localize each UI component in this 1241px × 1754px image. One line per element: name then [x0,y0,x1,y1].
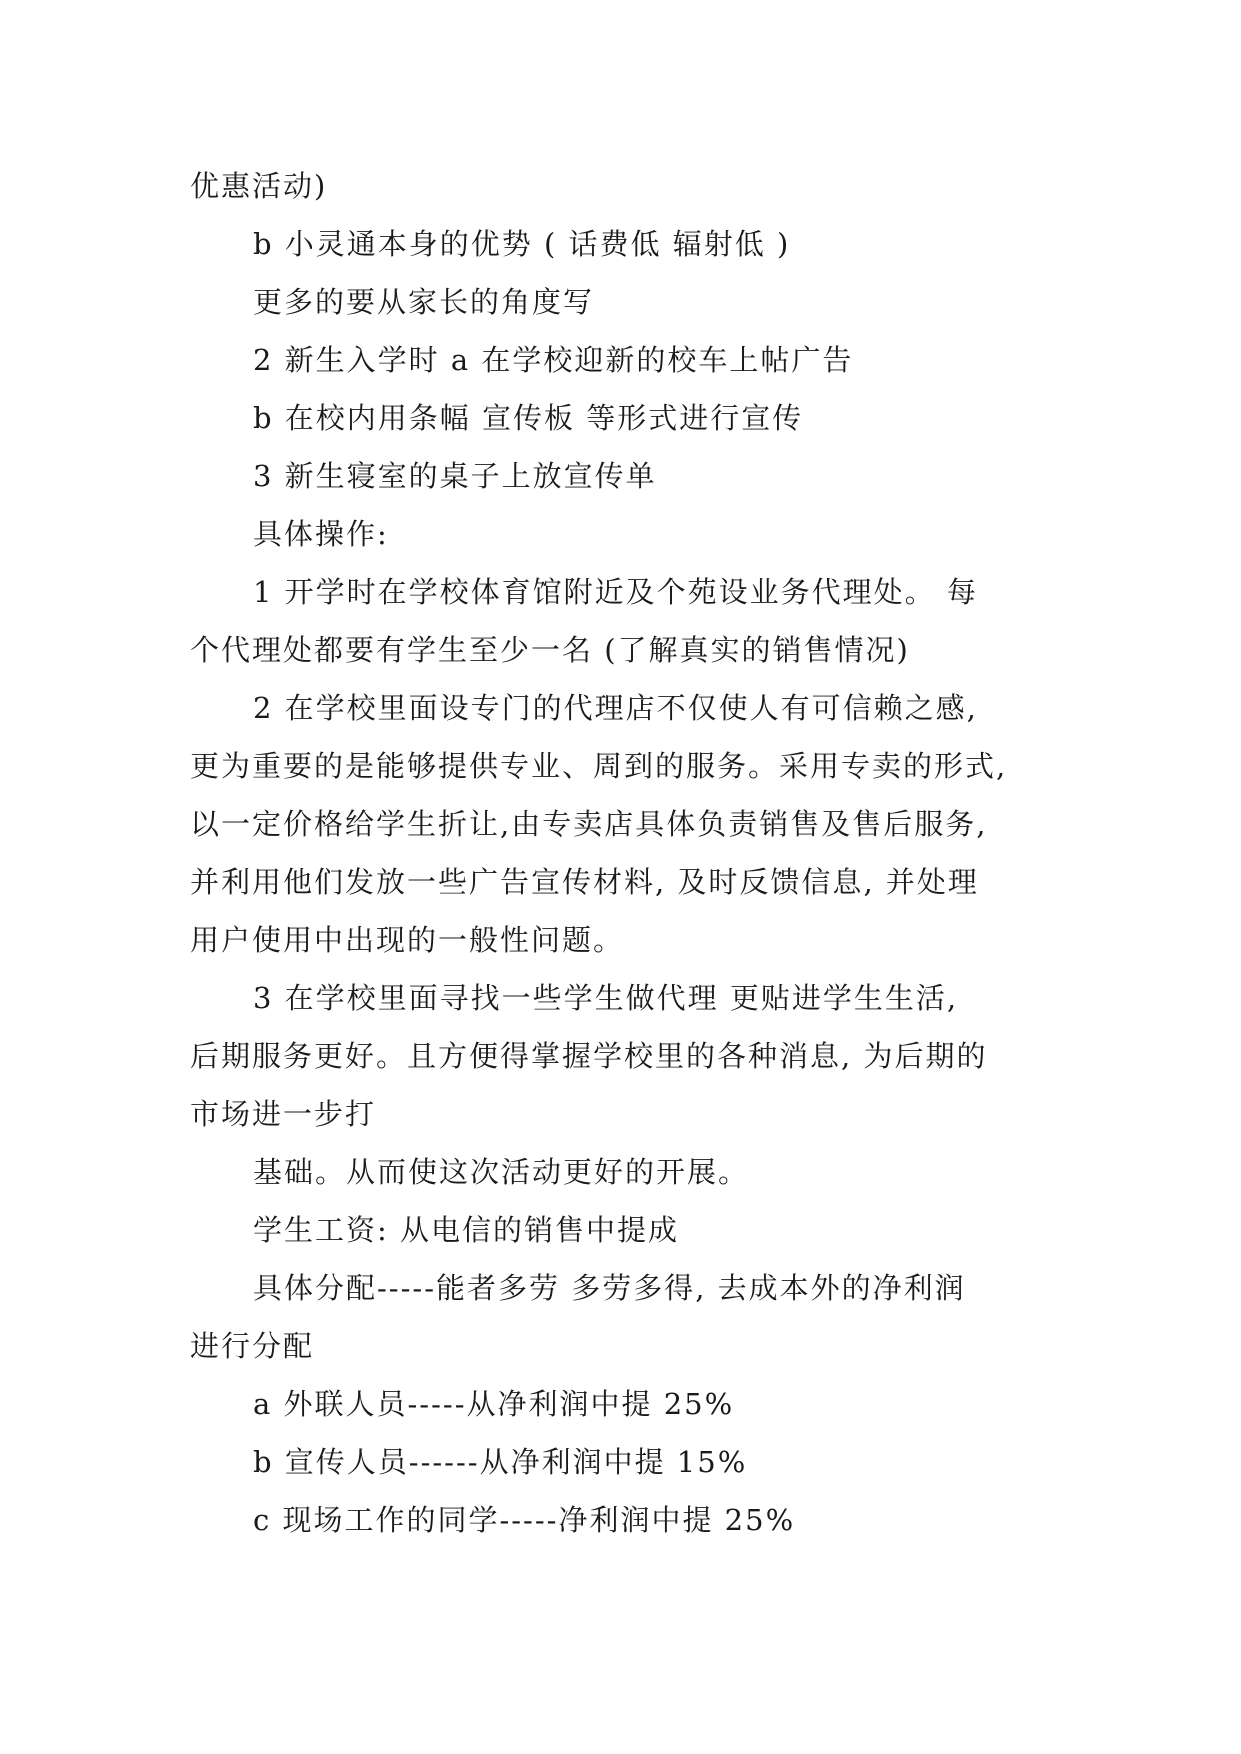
text-line: 基础。从而使这次活动更好的开展。 [253,1155,750,1189]
text-line: 更为重要的是能够提供专业、周到的服务。采用专卖的形式, [190,749,1008,783]
text-line: 用户使用中出现的一般性问题。 [190,923,625,957]
text-line: b 在校内用条幅 宣传板 等形式进行宣传 [253,401,804,435]
text-line: 更多的要从家长的角度写 [253,285,595,319]
document-body [190,157,1060,1549]
text-line: b 宣传人员------从净利润中提 15% [253,1445,748,1479]
text-line: 具体分配-----能者多劳 多劳多得, 去成本外的净利润 [253,1271,966,1305]
text-line: 后期服务更好。且方便得掌握学校里的各种消息, 为后期的 [190,1039,988,1073]
text-line: 1 开学时在学校体育馆附近及个苑设业务代理处。 每 [253,575,978,609]
text-line: 优惠活动) [190,169,328,203]
text-line: 具体操作: [253,517,389,551]
text-line: 个代理处都要有学生至少一名 (了解真实的销售情况) [190,633,910,667]
text-line: a 外联人员-----从净利润中提 25% [253,1387,735,1421]
text-line: 以一定价格给学生折让,由专卖店具体负责销售及售后服务, [190,807,988,841]
text-line: 学生工资: 从电信的销售中提成 [253,1213,679,1247]
text-line: 2 在学校里面设专门的代理店不仅使人有可信赖之感, [253,691,978,725]
text-line: 3 新生寝室的桌子上放宣传单 [253,459,657,493]
text-line: 2 新生入学时 a 在学校迎新的校车上帖广告 [253,343,854,377]
text-line: b 小灵通本身的优势 ( 话费低 辐射低 ) [253,227,791,261]
text-line: 并利用他们发放一些广告宣传材料, 及时反馈信息, 并处理 [190,865,979,899]
text-line: c 现场工作的同学-----净利润中提 25% [253,1503,796,1537]
text-line: 市场进一步打 [190,1097,377,1131]
text-line: 进行分配 [190,1329,315,1363]
text-line: 3 在学校里面寻找一些学生做代理 更贴进学生生活, [253,981,959,1015]
